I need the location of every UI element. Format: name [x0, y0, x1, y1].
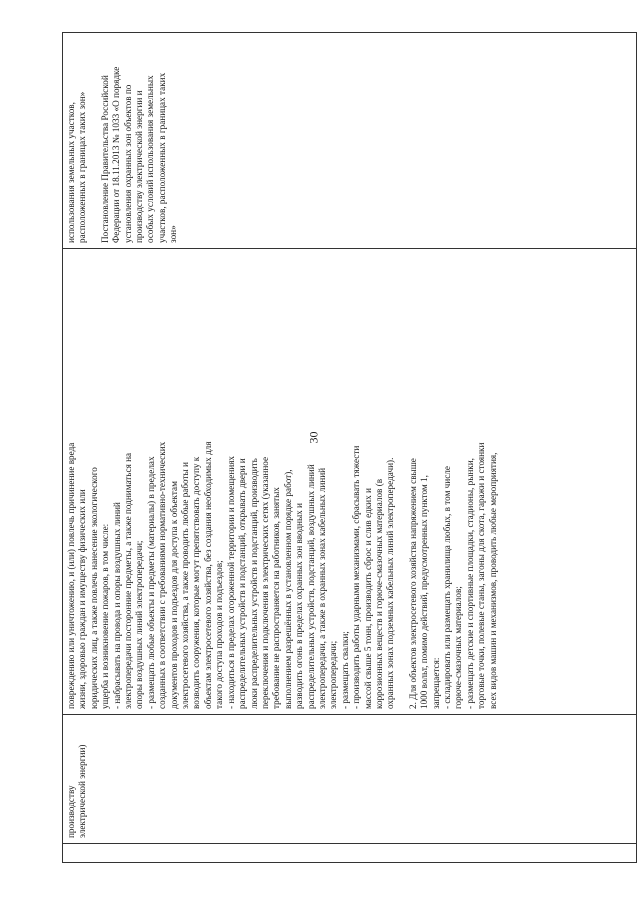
text-line: зон» — [168, 225, 179, 243]
text-line: люки распределительных устройств и подстанций, производить — [248, 458, 259, 709]
text-line: Федерации от 18.11.2013 № 1033 «О порядке — [111, 66, 122, 243]
legal-basis-cell — [63, 33, 637, 249]
text-line: - размещать детские и спортивные площадки, стадионы, рынки, — [464, 458, 475, 709]
text-line: коррозионных веществ и горюче-смазочных материалов (в — [373, 478, 384, 709]
text-line: жизни, здоровью граждан и имуществу физических или — [77, 489, 88, 709]
text-line: разводить огонь в пределах охранных зон вводных и — [294, 503, 305, 709]
text-line: - производить работы ударными механизмами, сбрасывать тяжести — [351, 445, 362, 709]
text-line: документов проходов и подъездов для доступа к объектам — [168, 481, 179, 709]
text-line: - набрасывать на провода и опоры воздушных линий — [111, 502, 122, 709]
text-line: производству электрической энергии и — [134, 90, 145, 243]
text-line: Постановление Правительства Российской — [99, 75, 110, 243]
text-line: электросетевого хозяйства, а также проводить любые работы и — [180, 462, 191, 709]
text-line: использования земельных участков, — [66, 102, 76, 243]
text-line: установления охранных зон объектов по — [122, 84, 133, 243]
text-line: повреждению или уничтожению, и (или) повлечь причинение вреда — [66, 442, 76, 709]
text-line: 1000 вольт, помимо действий, предусмотренных пунктом 1, — [419, 475, 430, 709]
text-line: запрещается: — [430, 657, 441, 709]
text-line: 2. Для объектов электросетевого хозяйства напряжением свыше — [407, 458, 418, 709]
text-line: электропередачи посторонние предметы, а также подниматься на — [123, 452, 134, 709]
rotated-table-page — [62, 43, 637, 863]
text-line: особых условий использования земельных — [145, 75, 156, 243]
object-type-line: производству — [66, 785, 76, 838]
text-line: охранных зонах подземных кабельных линий электропередачи). — [385, 457, 396, 709]
empty-cell — [63, 844, 637, 863]
text-line: опоры воздушных линий электропередачи; — [134, 540, 145, 709]
text-line: юридических лиц, а также повлечь нанесение экологического — [88, 467, 99, 709]
text-line: участков, расположенных в границах таких — [156, 72, 167, 243]
text-line — [89, 38, 100, 243]
text-line: электропередачи; — [328, 640, 339, 709]
text-line: массой свыше 5 тонн, производить сброс и слив едких и — [362, 488, 373, 709]
text-line: возводить сооружения, которые могут препятствовать доступу к — [191, 456, 202, 709]
text-line: ущерба и возникновение пожаров, в том числе: — [100, 523, 111, 709]
text-line: распределительных устройств и подстанций, открывать двери и — [237, 458, 248, 709]
text-line: распределительных устройств, подстанций, воздушных линий — [305, 464, 316, 709]
text-line: - находиться в пределах огороженной территории и помещениях — [225, 455, 236, 709]
text-line: переключения и подключения в электрических сетях (указанное — [259, 456, 270, 709]
object-type-line: электрической энергии) — [77, 744, 88, 838]
text-line: такого доступа проходов и подъездов; — [214, 560, 225, 709]
text-line: горюче-смазочных материалов; — [453, 586, 464, 709]
text-line: выполнением разрешённых в установленном порядке работ), — [282, 469, 293, 709]
text-line: - размещать свалки; — [339, 631, 350, 709]
text-line: расположенных в границах таких зон» — [77, 91, 88, 243]
text-line: всех видов машин и механизмов, проводить любые мероприятия, — [487, 452, 498, 709]
text-line: созданных в соответствии с требованиями нормативно-технических — [157, 441, 168, 709]
text-line: требование не распространяется на работников, занятых — [271, 487, 282, 709]
text-line: - размещать любые объекты и предметы (материалы) в пределах — [145, 456, 156, 709]
text-line: - складировать или размещать хранилища любых, в том числе — [442, 466, 452, 709]
text-line: торговые точки, полевые станы, загоны для скота, гаражи и стоянки — [476, 442, 487, 709]
text-line: объектам электросетевого хозяйства, без создания необходимых для — [202, 441, 213, 709]
text-line: электропередачи, а также в охранных зонах кабельных линий — [316, 467, 327, 709]
page-number: 30 — [306, 431, 321, 444]
table-row — [63, 33, 637, 863]
object-type-cell — [63, 715, 637, 844]
text-line — [397, 254, 408, 709]
regulation-table — [62, 32, 637, 863]
restrictions-cell — [63, 249, 637, 715]
